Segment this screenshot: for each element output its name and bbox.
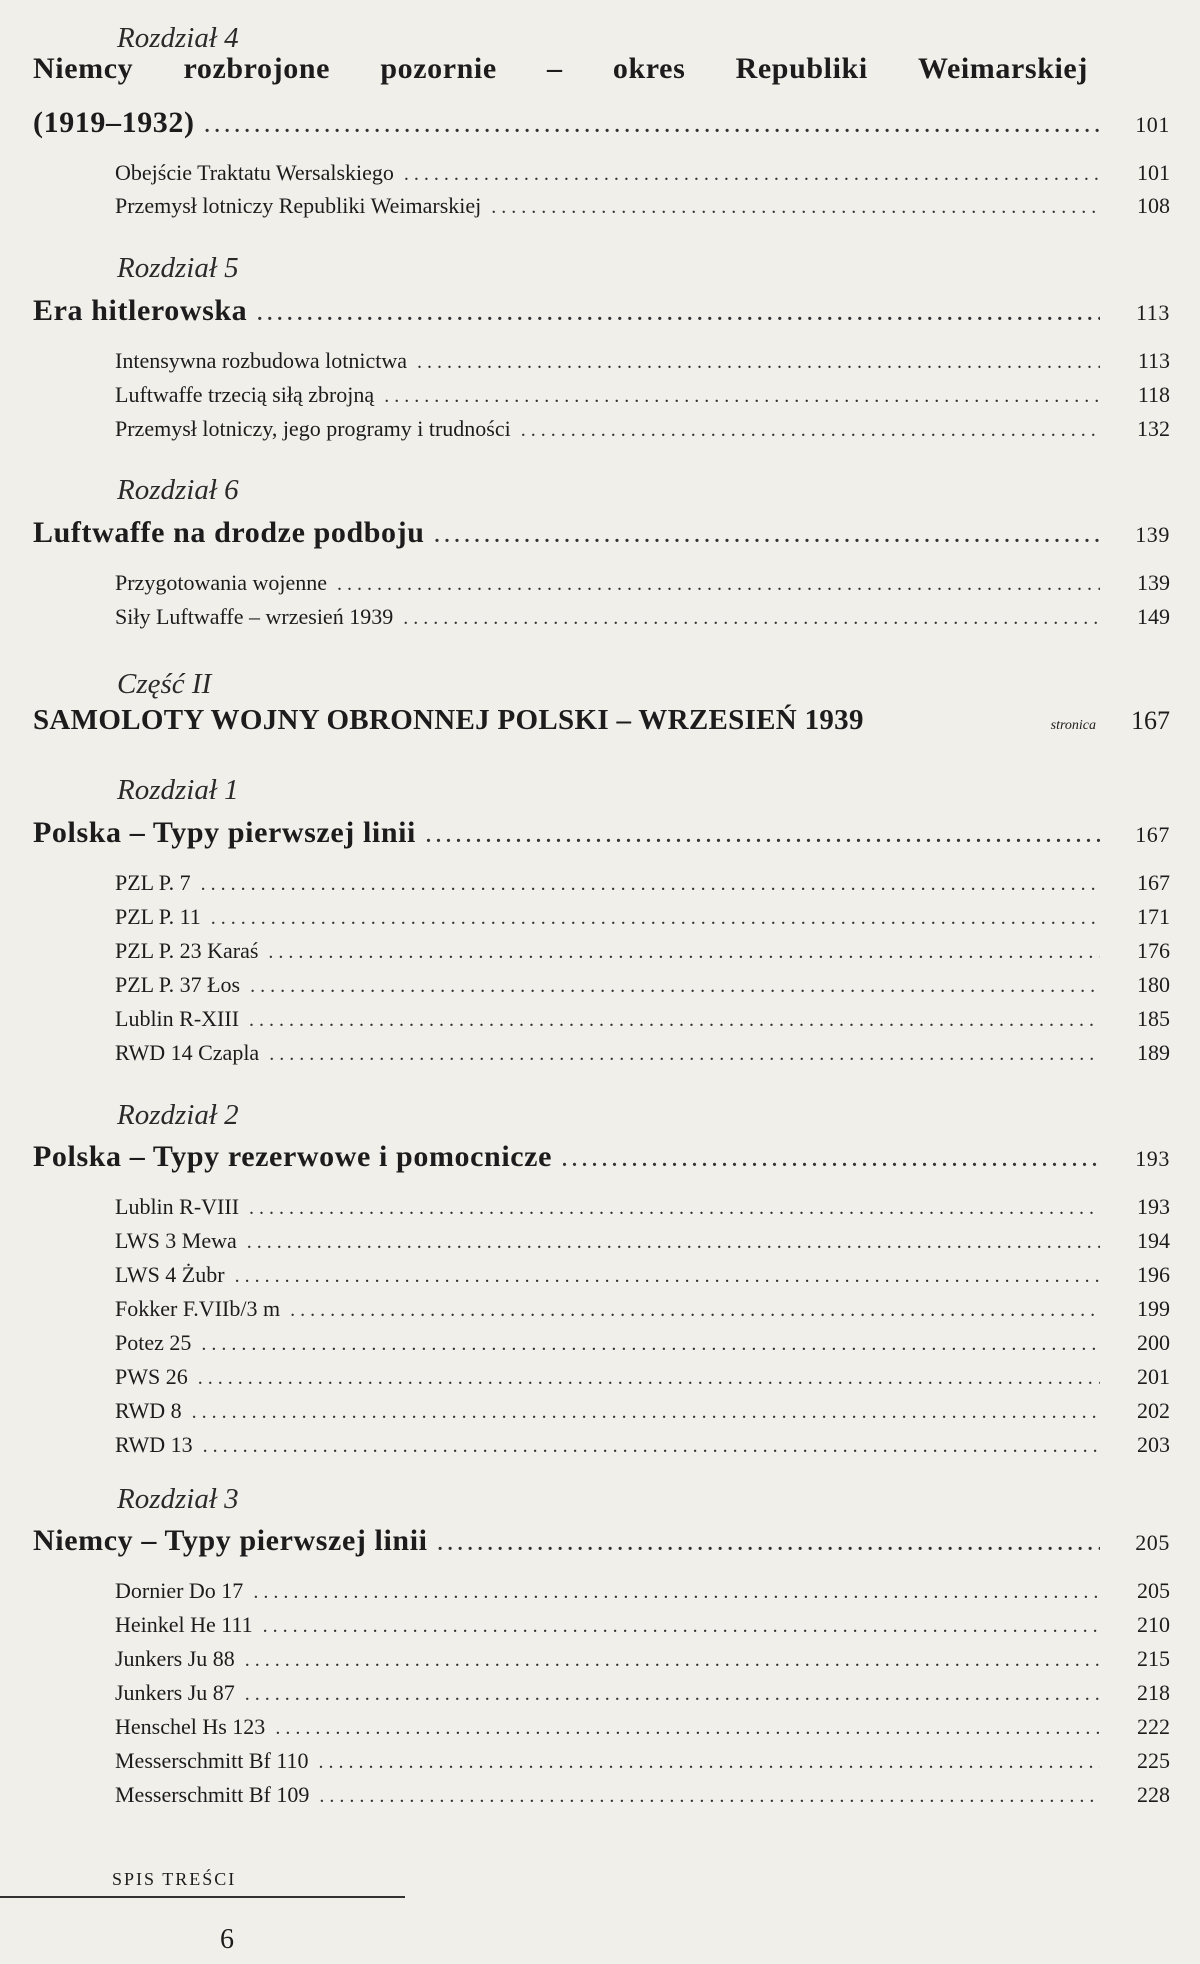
title-word: – <box>547 52 563 85</box>
page-ref: 113 <box>1136 300 1170 325</box>
toc-entry: PZL P. 11 . . . 171 <box>115 904 1170 930</box>
chapter-6-label: Rozdział 6 <box>117 474 239 506</box>
toc-entry: Heinkel He 111 . . . 210 <box>115 1612 1170 1638</box>
toc-entry: LWS 3 Mewa . . . 194 <box>115 1228 1170 1254</box>
toc-entry: Lublin R-VIII . . . 193 <box>115 1194 1170 1220</box>
toc-entry: Messerschmitt Bf 110 . . . 225 <box>115 1748 1170 1774</box>
running-footer: SPIS TREŚCI <box>112 1869 237 1889</box>
toc-entry: Przygotowania wojenne . . . 139 <box>115 570 1170 596</box>
toc-entry: Potez 25 . . . 200 <box>115 1330 1170 1356</box>
toc-entry: Junkers Ju 88 . . . 215 <box>115 1646 1170 1672</box>
toc-entry: PZL P. 37 Łos . . . 180 <box>115 972 1170 998</box>
toc-entry: Messerschmitt Bf 109 . . . 228 <box>115 1782 1170 1808</box>
chapter-4-heading <box>33 52 1088 86</box>
toc-entry: Henschel Hs 123 . . . 222 <box>115 1714 1170 1740</box>
page-ref: 222 <box>1137 1714 1170 1739</box>
chapter-5-title: Era hitlerowska . . . 113 <box>33 294 1170 328</box>
toc-entry: Przemysł lotniczy, jego programy i trudności . . . 132 <box>115 416 1170 442</box>
toc-entry: Obejście Traktatu Wersalskiego . . . 101 <box>115 160 1170 186</box>
page-ref: 139 <box>1135 522 1170 547</box>
title-word: Niemcy <box>33 52 134 85</box>
page-ref: 167 <box>1135 822 1170 847</box>
p2-chapter-2-label: Rozdział 2 <box>117 1099 239 1131</box>
title-word: pozornie <box>380 52 497 85</box>
page-ref: 205 <box>1137 1578 1170 1603</box>
page-ref: 101 <box>1137 160 1170 185</box>
page-ref: 167 <box>1137 870 1170 895</box>
toc-entry: RWD 8 . . . 202 <box>115 1398 1170 1424</box>
page-ref: 180 <box>1137 972 1170 997</box>
toc-entry: Siły Luftwaffe – wrzesień 1939 . . . 149 <box>115 604 1170 630</box>
p2-chapter-1-title: Polska – Typy pierwszej linii . . . 167 <box>33 816 1170 850</box>
part-2-label: Część II <box>117 668 212 700</box>
p2-chapter-3-label: Rozdział 3 <box>117 1483 239 1515</box>
toc-entry: RWD 13 . . . 203 <box>115 1432 1170 1458</box>
page-number: 6 <box>220 1924 234 1955</box>
page-ref: 113 <box>1137 348 1170 373</box>
page-ref: 194 <box>1137 1228 1170 1253</box>
page-ref: 199 <box>1137 1296 1170 1321</box>
toc-entry: PZL P. 7 . . . 167 <box>115 870 1170 896</box>
toc-entry: PWS 26 . . . 201 <box>115 1364 1170 1390</box>
part-2-title: SAMOLOTY WOJNY OBRONNEJ POLSKI – WRZESIEŃ 1939 <box>33 704 864 736</box>
page-ref: 139 <box>1137 570 1170 595</box>
chapter-4-title-line2: (1919–1932) . . . 101 <box>33 106 1170 140</box>
page-ref: 185 <box>1137 1006 1170 1031</box>
page-ref: 205 <box>1135 1530 1170 1555</box>
page-ref: 167 <box>1131 706 1170 735</box>
page-ref: 228 <box>1137 1782 1170 1807</box>
title-word: rozbrojone <box>183 52 331 85</box>
page-ref: 171 <box>1137 904 1170 929</box>
page-ref: 193 <box>1135 1146 1170 1171</box>
page-ref: 149 <box>1137 604 1170 629</box>
page-ref: 196 <box>1137 1262 1170 1287</box>
page-ref: 118 <box>1137 382 1170 407</box>
page-ref: 193 <box>1137 1194 1170 1219</box>
chapter-4-title-line1 <box>33 52 1088 86</box>
toc-entry: Dornier Do 17 . . . 205 <box>115 1578 1170 1604</box>
toc-entry: RWD 14 Czapla . . . 189 <box>115 1040 1170 1066</box>
chapter-5-label: Rozdział 5 <box>117 252 239 284</box>
page-ref: 101 <box>1135 112 1170 137</box>
page-ref: 200 <box>1137 1330 1170 1355</box>
page-ref: 215 <box>1137 1646 1170 1671</box>
toc-entry: Luftwaffe trzecią siłą zbrojną . . . 118 <box>115 382 1170 408</box>
footer-rule <box>0 1896 405 1898</box>
page-ref: 225 <box>1137 1748 1170 1773</box>
toc-entry: Junkers Ju 87 . . . 218 <box>115 1680 1170 1706</box>
page-ref: 202 <box>1137 1398 1170 1423</box>
page-ref: 203 <box>1137 1432 1170 1457</box>
toc-entry: Przemysł lotniczy Republiki Weimarskiej . . . 108 <box>115 193 1170 219</box>
chapter-6-title: Luftwaffe na drodze podboju . . . 139 <box>33 516 1170 550</box>
p2-chapter-1-label: Rozdział 1 <box>117 774 239 806</box>
chapter-4-label: Rozdział 4 <box>117 22 239 54</box>
p2-chapter-3-title: Niemcy – Typy pierwszej linii . . . 205 <box>33 1524 1170 1558</box>
toc-entry: Lublin R-XIII . . . 185 <box>115 1006 1170 1032</box>
page-ref: 218 <box>1137 1680 1170 1705</box>
title-word: Republiki <box>735 52 868 85</box>
page-ref: 108 <box>1137 193 1170 218</box>
page-ref: 176 <box>1137 938 1170 963</box>
part-2-title-row <box>33 704 1170 737</box>
toc-entry: Intensywna rozbudowa lotnictwa . . . 113 <box>115 348 1170 374</box>
toc-entry: Fokker F.VIIb/3 m . . . 199 <box>115 1296 1170 1322</box>
stronica-label: stronica <box>1050 718 1096 733</box>
toc-entry: PZL P. 23 Karaś . . . 176 <box>115 938 1170 964</box>
title-word: okres <box>612 52 686 85</box>
page-ref: 210 <box>1137 1612 1170 1637</box>
title-word: Weimarskiej <box>918 52 1088 85</box>
page-ref: 189 <box>1137 1040 1170 1065</box>
page-ref: 201 <box>1137 1364 1170 1389</box>
toc-entry: LWS 4 Żubr . . . 196 <box>115 1262 1170 1288</box>
page-ref: 132 <box>1137 416 1170 441</box>
p2-chapter-2-title: Polska – Typy rezerwowe i pomocnicze . . . 193 <box>33 1140 1170 1174</box>
